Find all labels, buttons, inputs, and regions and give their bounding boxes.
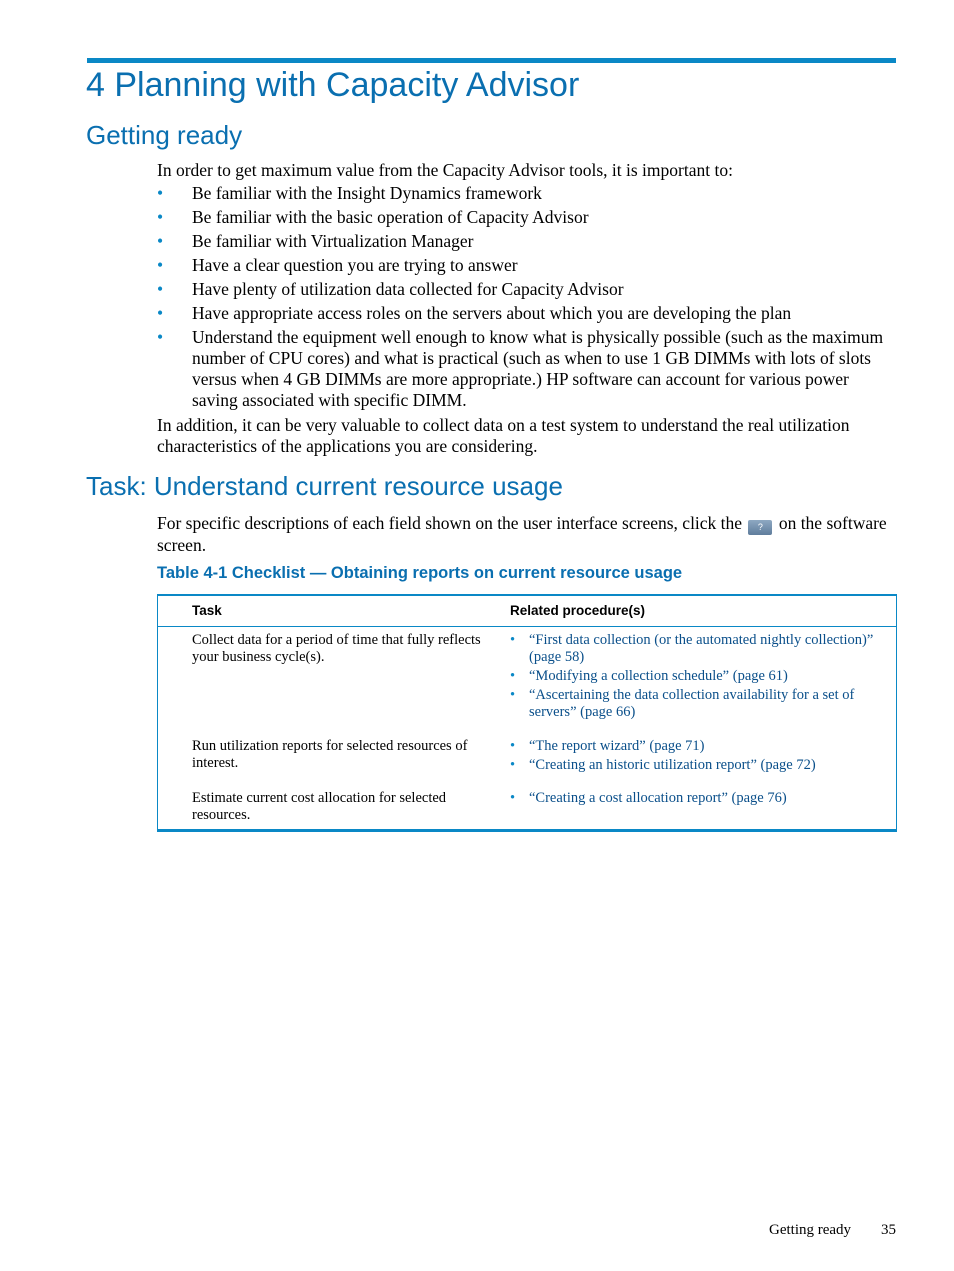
footer-section-name: Getting ready	[769, 1222, 852, 1238]
list-item: • Have a clear question you are trying to answer	[157, 255, 518, 275]
footer-page-number: 35	[881, 1222, 896, 1238]
procedure-list	[510, 738, 890, 776]
task-cell: Collect data for a period of time that fully reflects your business cycle(s).	[192, 632, 481, 665]
list-item: • Be familiar with the Insight Dynamics framework	[157, 183, 542, 203]
procedure-link[interactable]: • “Modifying a collection schedule” (page 61)	[510, 668, 788, 684]
list-item: • Have plenty of utilization data collected for Capacity Advisor	[157, 279, 624, 299]
procedure-link[interactable]: • “First data collection (or the automated nightly collection)” (page 58)	[510, 632, 874, 665]
column-header-procedures: Related procedure(s)	[510, 603, 646, 618]
procedure-list	[510, 632, 890, 723]
bullet-icon: •	[510, 687, 516, 703]
task-cell: Estimate current cost allocation for selected resources.	[192, 790, 447, 823]
bullet-icon: •	[157, 231, 164, 251]
column-header-task: Task	[192, 603, 222, 618]
procedure-link[interactable]: • “Creating a cost allocation report” (page 76)	[510, 790, 787, 806]
bullet-icon: •	[157, 207, 164, 227]
bullet-icon: •	[157, 327, 164, 347]
bullet-icon: •	[510, 632, 516, 648]
bullet-icon: •	[157, 255, 164, 275]
section-heading-getting-ready: Getting ready	[86, 120, 243, 150]
procedure-link[interactable]: • “The report wizard” (page 71)	[510, 738, 705, 754]
section-heading-task: Task: Understand current resource usage	[86, 471, 563, 501]
bullet-icon: •	[510, 757, 516, 773]
bullet-icon: •	[510, 790, 516, 806]
procedure-link[interactable]: • “Ascertaining the data collection availability for a set of servers” (page 66)	[510, 687, 855, 720]
help-icon[interactable]: ?	[748, 520, 772, 535]
bullet-icon: •	[157, 303, 164, 323]
requirements-list	[157, 183, 897, 414]
bullet-icon: •	[510, 668, 516, 684]
chapter-title: 4 Planning with Capacity Advisor	[86, 66, 580, 104]
procedure-link[interactable]: • “Creating an historic utilization report” (page 72)	[510, 757, 816, 773]
chapter-rule	[87, 58, 896, 63]
table-header-row	[158, 596, 896, 627]
list-item: • Understand the equipment well enough to know what is physically possible (such as the maximum number of CPU cores) and what is practical (such as when to use 1 GB DIMMs with lots of slots versus when 4 GB DIMMs are more appropriate.) HP software can account for various power saving associated with specific DIMM.	[157, 327, 884, 410]
help-paragraph: For specific descriptions of each field shown on the user interface screens, click the ? on the software screen.	[157, 513, 887, 555]
list-item: • Have appropriate access roles on the servers about which you are developing the plan	[157, 303, 792, 323]
bullet-icon: •	[157, 183, 164, 203]
task-cell: Run utilization reports for selected resources of interest.	[192, 738, 468, 771]
closing-paragraph: In addition, it can be very valuable to collect data on a test system to understand the real utilization characteristics of the applications you are considering.	[157, 415, 850, 456]
intro-paragraph: In order to get maximum value from the Capacity Advisor tools, it is important to:	[157, 160, 733, 180]
procedure-list	[510, 790, 890, 809]
table-caption: Table 4-1 Checklist — Obtaining reports on current resource usage	[157, 564, 683, 582]
bullet-icon: •	[510, 738, 516, 754]
checklist-table	[157, 594, 897, 832]
bullet-icon: •	[157, 279, 164, 299]
list-item: • Be familiar with the basic operation of Capacity Advisor	[157, 207, 589, 227]
list-item: • Be familiar with Virtualization Manager	[157, 231, 474, 251]
